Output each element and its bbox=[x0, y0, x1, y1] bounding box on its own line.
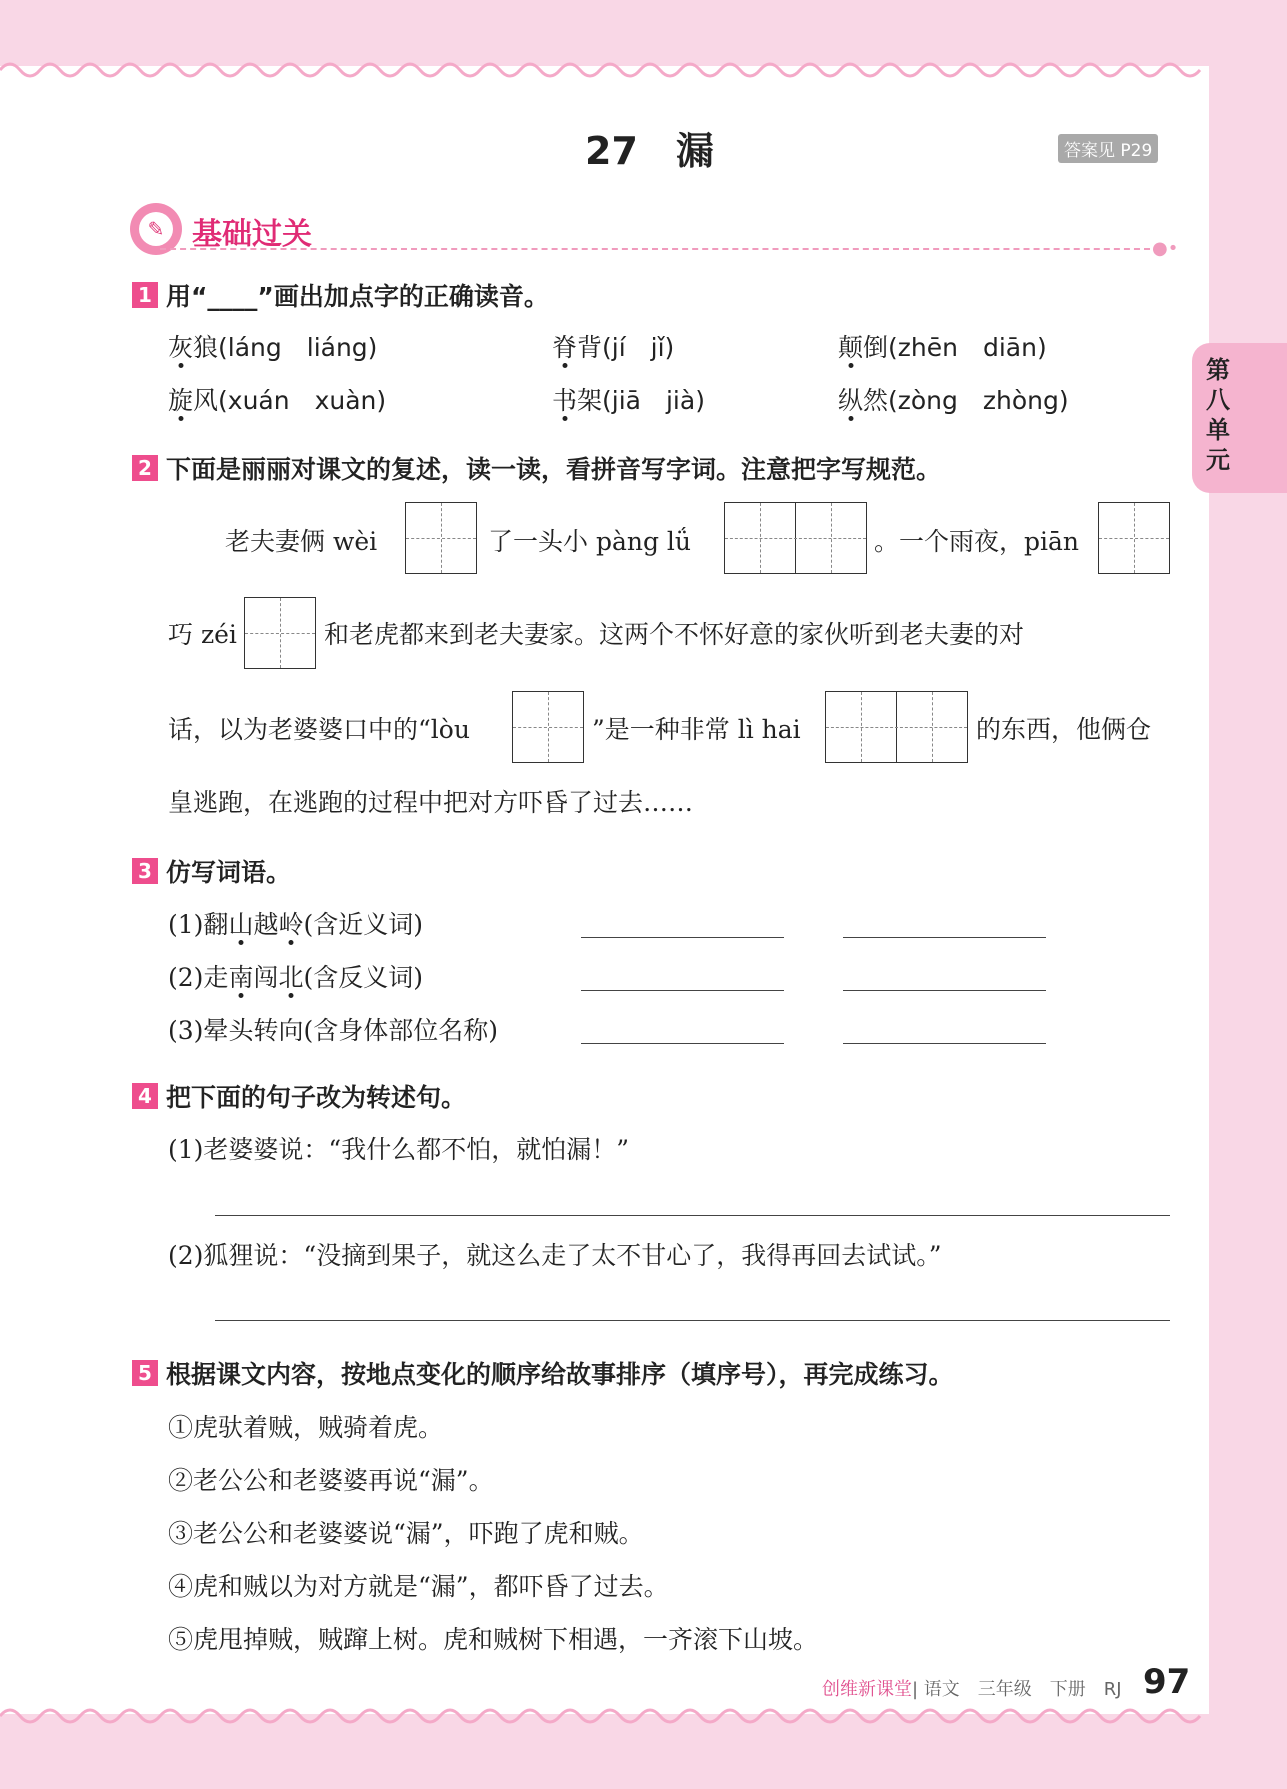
q2-line4: 皇逃跑，在逃跑的过程中把对方吓昏了过去…… bbox=[168, 788, 694, 817]
char: 越 bbox=[253, 910, 279, 939]
char: 翻 bbox=[203, 910, 229, 939]
char: 晕 bbox=[203, 1016, 229, 1045]
q1-header bbox=[132, 277, 549, 313]
item-index: (2) bbox=[168, 963, 204, 992]
q1-item-text: 架(jiā jià) bbox=[577, 386, 705, 415]
unit-side-tab-label: 第八单元 bbox=[1206, 356, 1230, 474]
q3-item-2 bbox=[168, 958, 423, 994]
item-index: (1) bbox=[168, 910, 204, 939]
dotted-char: 脊 bbox=[552, 333, 578, 362]
q1-item-text: 狼(láng liáng) bbox=[193, 333, 378, 362]
q5-item-3: ③老公公和老婆婆说“漏”，吓跑了虎和贼。 bbox=[168, 1519, 644, 1548]
writing-box-zei[interactable] bbox=[244, 597, 316, 669]
q5-item-1: ①虎驮着贼，贼骑着虎。 bbox=[168, 1413, 444, 1442]
q2-line1-c: 。一个雨夜，piān bbox=[874, 527, 1080, 556]
q1-item-4 bbox=[168, 381, 386, 417]
q2-number: 2 bbox=[132, 455, 158, 481]
writing-box-pian[interactable] bbox=[1098, 502, 1170, 574]
writing-box-lihai[interactable] bbox=[825, 691, 968, 763]
q1-item-text: 然(zòng zhòng) bbox=[863, 386, 1069, 415]
q3-item-3 bbox=[168, 1011, 498, 1047]
q5-item-4: ④虎和贼以为对方就是“漏”，都吓昏了过去。 bbox=[168, 1572, 669, 1601]
q4-prompt: 把下面的句子改为转述句。 bbox=[166, 1083, 467, 1112]
q2-line1-a: 老夫妻俩 wèi bbox=[225, 527, 378, 556]
q2-header bbox=[132, 450, 941, 486]
writing-box-lou[interactable] bbox=[512, 691, 584, 763]
q5-item-5: ⑤虎甩掉贼，贼蹿上树。虎和贼树下相遇，一齐滚下山坡。 bbox=[168, 1625, 819, 1654]
answer-line[interactable] bbox=[843, 1043, 1046, 1044]
answer-line[interactable] bbox=[843, 937, 1046, 938]
lesson-title: 27 漏 bbox=[585, 129, 714, 173]
char: 向 bbox=[278, 1016, 304, 1045]
item-note: (含近义词) bbox=[303, 910, 423, 939]
item-note: (含反义词) bbox=[303, 963, 423, 992]
item-index: (3) bbox=[168, 1016, 204, 1045]
q2-prompt: 下面是丽丽对课文的复述，读一读，看拼音写字词。注意把字写规范。 bbox=[166, 455, 942, 484]
writing-box-panglv[interactable] bbox=[724, 502, 867, 574]
answer-reference-badge: 答案见 P29 bbox=[1058, 134, 1158, 163]
answer-line[interactable] bbox=[581, 990, 784, 991]
top-wave-border bbox=[0, 50, 1287, 90]
dotted-char: 颠 bbox=[838, 333, 864, 362]
answer-line[interactable] bbox=[581, 1043, 784, 1044]
q3-item-1 bbox=[168, 905, 423, 941]
q2-line3-b: ”是一种非常 lì hai bbox=[592, 715, 801, 744]
q2-line1-b: 了一头小 pàng lǘ bbox=[488, 527, 692, 556]
dotted-char: 灰 bbox=[168, 333, 194, 362]
q5-prompt: 根据课文内容，按地点变化的顺序给故事排序（填序号），再完成练习。 bbox=[166, 1360, 954, 1389]
q3-number: 3 bbox=[132, 858, 158, 884]
section-divider bbox=[160, 248, 1150, 250]
answer-line[interactable] bbox=[215, 1215, 1170, 1216]
footer-brand: 创维新课堂 bbox=[822, 1679, 912, 1700]
q1-item-text: 风(xuán xuàn) bbox=[193, 386, 387, 415]
q1-item-3 bbox=[838, 328, 1047, 364]
unit-side-tab bbox=[1192, 343, 1287, 493]
section-title: 基础过关 bbox=[192, 217, 312, 252]
q1-item-6 bbox=[838, 381, 1069, 417]
q5-header bbox=[132, 1355, 954, 1391]
dotted-char: 山 bbox=[228, 910, 254, 939]
q1-item-text: 背(jí jǐ) bbox=[577, 333, 675, 362]
char: 走 bbox=[203, 963, 229, 992]
q1-item-1 bbox=[168, 328, 377, 364]
answer-line[interactable] bbox=[843, 990, 1046, 991]
page-footer bbox=[822, 1675, 1122, 1701]
q1-item-5 bbox=[552, 381, 705, 417]
char: 闯 bbox=[253, 963, 279, 992]
q5-item-2: ②老公公和老婆婆再说“漏”。 bbox=[168, 1466, 494, 1495]
student-reading-icon: ✎ bbox=[130, 203, 182, 255]
dotted-char: 岭 bbox=[278, 910, 304, 939]
dotted-char: 北 bbox=[278, 963, 304, 992]
q1-item-2 bbox=[552, 328, 674, 364]
bottom-wave-border bbox=[0, 1696, 1287, 1736]
q1-number: 1 bbox=[132, 282, 158, 308]
dotted-char: 旋 bbox=[168, 386, 194, 415]
dotted-char: 纵 bbox=[838, 386, 864, 415]
dotted-char: 书 bbox=[552, 386, 578, 415]
writing-box-wei[interactable] bbox=[405, 502, 477, 574]
dotted-char: 南 bbox=[228, 963, 254, 992]
q2-line3-a: 话，以为老婆婆口中的“lòu bbox=[168, 715, 470, 744]
item-note: (含身体部位名称) bbox=[303, 1016, 498, 1045]
q5-number: 5 bbox=[132, 1360, 158, 1386]
q3-prompt: 仿写词语。 bbox=[166, 858, 292, 887]
q4-header bbox=[132, 1078, 466, 1114]
char: 头 bbox=[228, 1016, 254, 1045]
q1-prompt: 用“____”画出加点字的正确读音。 bbox=[166, 282, 549, 311]
q4-sentence-2: (2)狐狸说：“没摘到果子，就这么走了太不甘心了，我得再回去试试。” bbox=[168, 1241, 942, 1270]
q4-number: 4 bbox=[132, 1083, 158, 1109]
footer-info: | 语文 三年级 下册 RJ bbox=[912, 1679, 1122, 1700]
page-number: 97 bbox=[1143, 1662, 1191, 1702]
answer-line[interactable] bbox=[215, 1320, 1170, 1321]
q2-line2-a: 巧 zéi bbox=[168, 620, 237, 649]
q2-line2-b: 和老虎都来到老夫妻家。这两个不怀好意的家伙听到老夫妻的对 bbox=[324, 620, 1025, 649]
q1-item-text: 倒(zhēn diān) bbox=[863, 333, 1047, 362]
divider-dots: ●• bbox=[1152, 238, 1179, 259]
char: 转 bbox=[253, 1016, 279, 1045]
answer-line[interactable] bbox=[581, 937, 784, 938]
q3-header bbox=[132, 853, 291, 889]
q4-sentence-1: (1)老婆婆说：“我什么都不怕，就怕漏！” bbox=[168, 1135, 629, 1164]
q2-line3-c: 的东西，他俩仓 bbox=[976, 715, 1152, 744]
